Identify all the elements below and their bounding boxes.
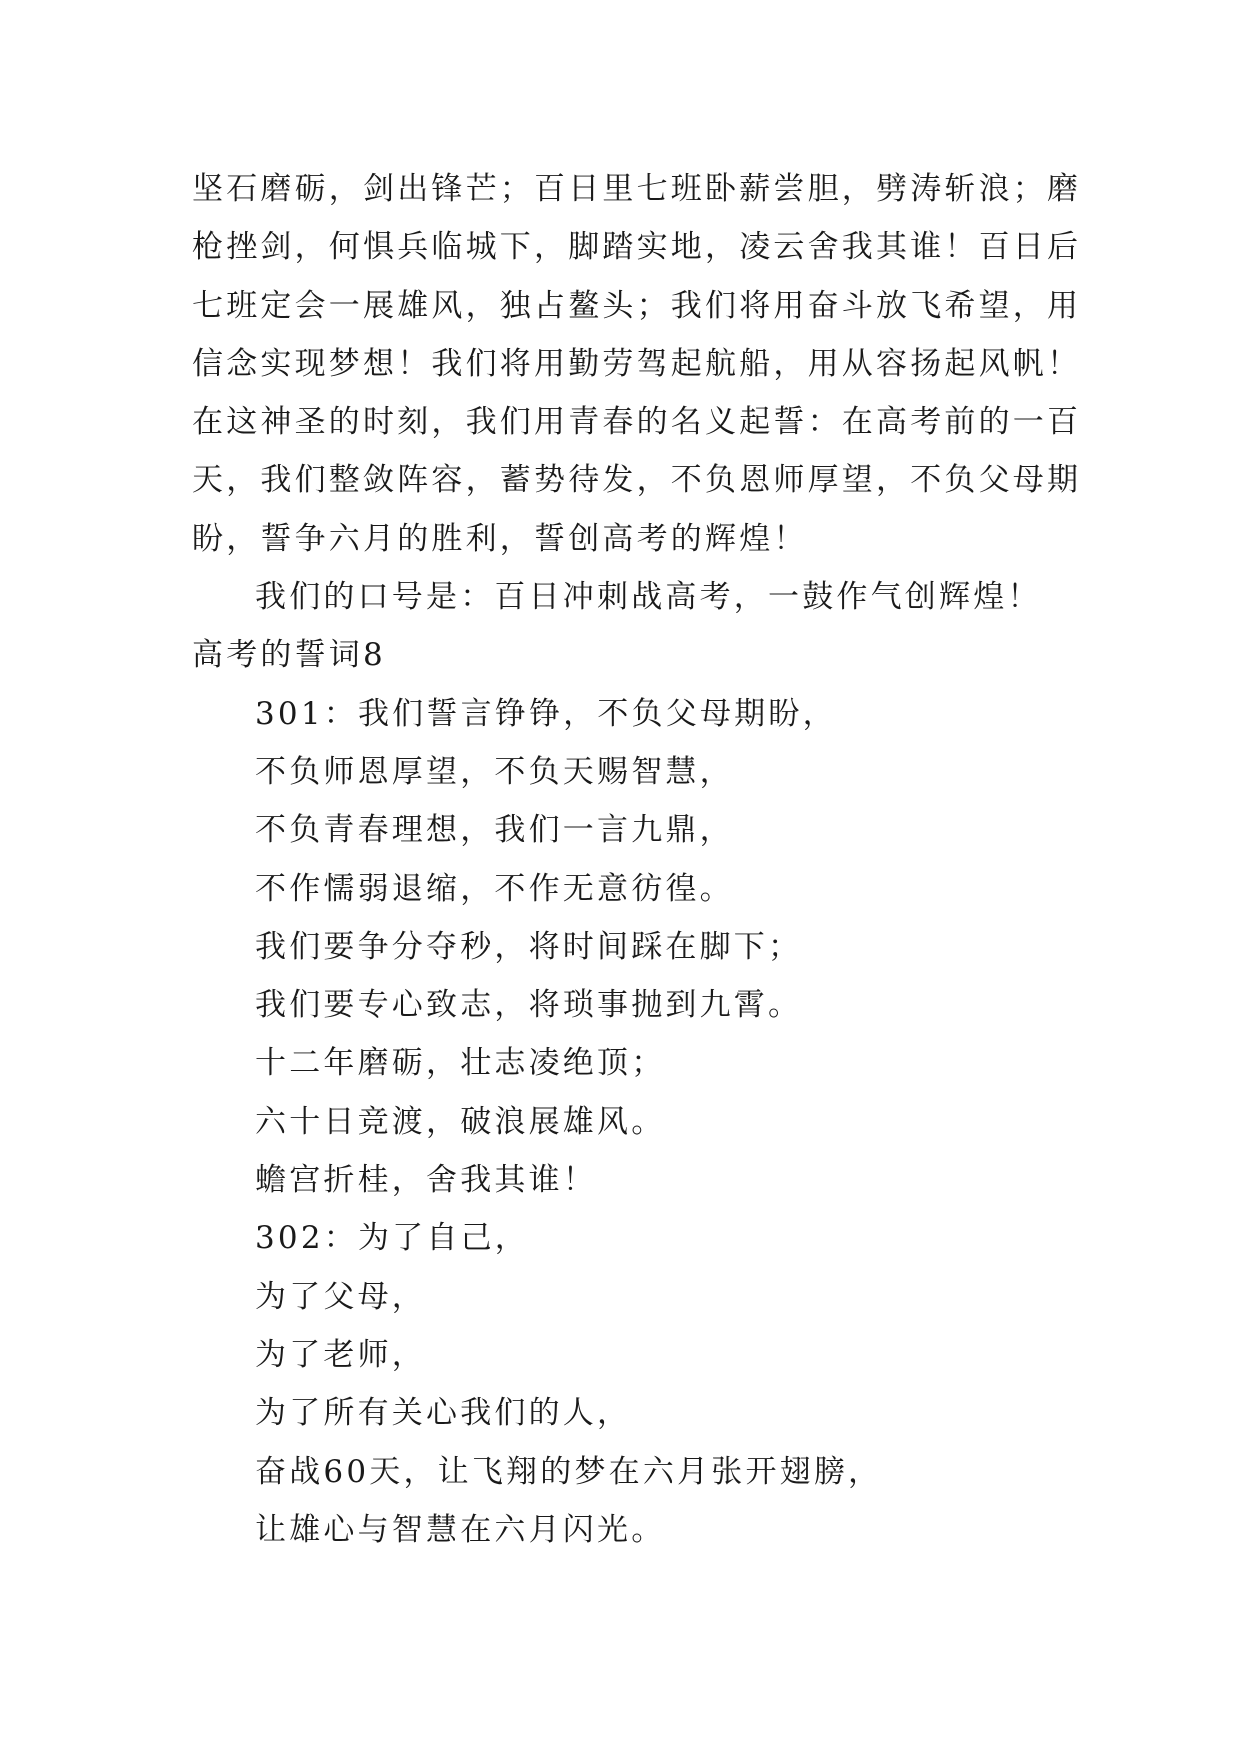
paragraph-line: 枪挫剑，何惧兵临城下，脚踏实地，凌云舍我其谁！百日后 [192, 229, 1082, 266]
paragraph-line: 在这神圣的时刻，我们用青春的名义起誓：在高考前的一百 [192, 404, 1082, 441]
verse-line: 奋战60天，让飞翔的梦在六月张开翅膀， [255, 1453, 883, 1490]
verse-line: 我们要争分夺秒，将时间踩在脚下； [255, 928, 803, 965]
paragraph-line: 盼，誓争六月的胜利，誓创高考的辉煌！ [192, 520, 808, 557]
paragraph-line: 天，我们整敛阵容，蓄势待发，不负恩师厚望，不负父母期 [192, 462, 1082, 499]
verse-line: 302：为了自己， [255, 1220, 529, 1257]
verse-line: 301：我们誓言铮铮，不负父母期盼， [255, 695, 837, 732]
paragraph-line: 七班定会一展雄风，独占鳌头；我们将用奋斗放飞希望，用 [192, 287, 1082, 324]
slogan-line: 我们的口号是：百日冲刺战高考，一鼓作气创辉煌！ [255, 579, 1042, 616]
verse-line: 我们要专心致志，将琐事抛到九霄。 [255, 987, 803, 1024]
section-title: 高考的誓词8 [192, 637, 386, 674]
verse-line: 为了所有关心我们的人， [255, 1395, 632, 1432]
paragraph-line: 坚石磨砺，剑出锋芒；百日里七班卧薪尝胆，劈涛斩浪；磨 [192, 171, 1082, 207]
document-body [192, 160, 1082, 1559]
verse-line: 六十日竞渡，破浪展雄风。 [255, 1103, 666, 1140]
paragraph-line: 信念实现梦想！我们将用勤劳驾起航船，用从容扬起风帆！ [192, 345, 1082, 382]
verse-line: 为了老师， [255, 1336, 426, 1373]
verse-line: 不负师恩厚望，不负天赐智慧， [255, 753, 734, 790]
verse-line: 不负青春理想，我们一言九鼎， [255, 812, 734, 849]
verse-line: 为了父母， [255, 1278, 426, 1315]
verse-line: 蟾宫折桂，舍我其谁！ [255, 1162, 597, 1199]
verse-line: 十二年磨砺，壮志凌绝顶； [255, 1045, 666, 1082]
verse-line: 让雄心与智慧在六月闪光。 [255, 1511, 666, 1548]
verse-line: 不作懦弱退缩，不作无意彷徨。 [255, 870, 734, 907]
